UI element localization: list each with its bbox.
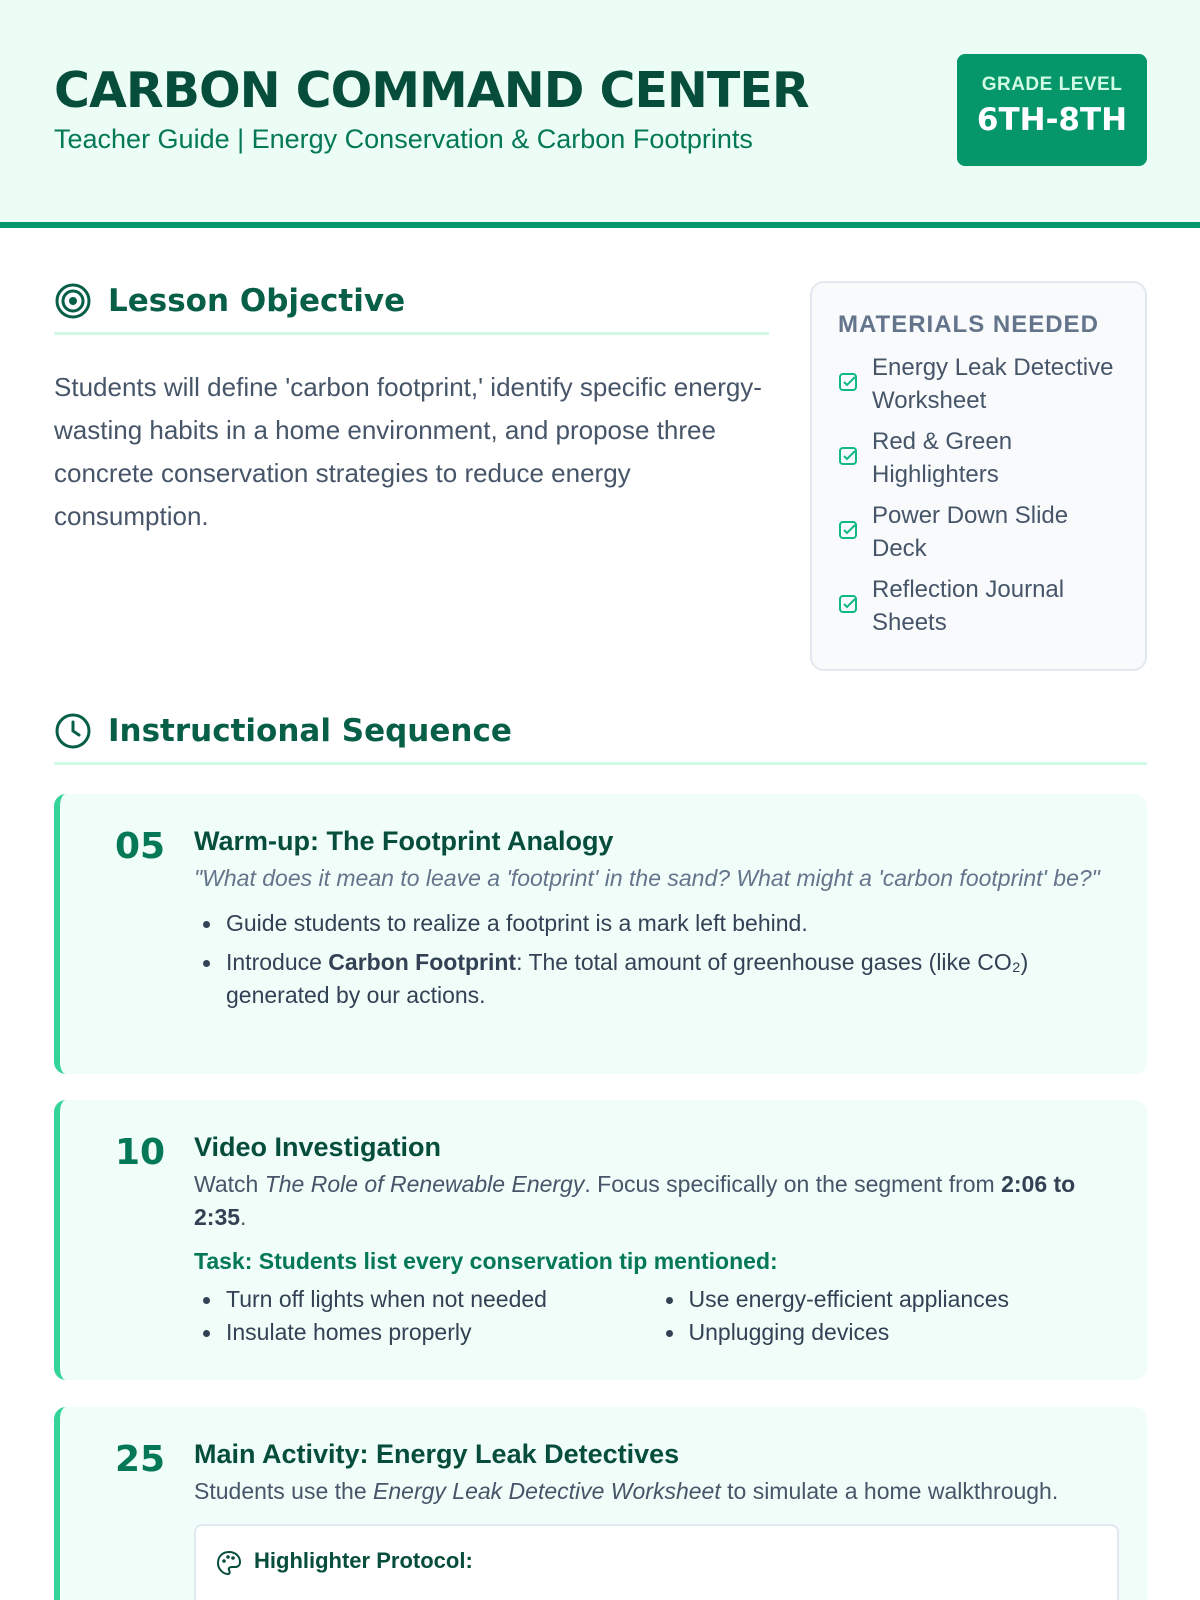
sequence-card-warmup: [54, 794, 1147, 1074]
task-label: Task: Students list every conservation tip mentioned:: [194, 1248, 778, 1274]
sequence-heading: [54, 712, 1147, 765]
sequence-card-main-activity: [54, 1407, 1147, 1600]
materials-item: [838, 573, 1119, 639]
materials-item-label: Power Down Slide Deck: [872, 502, 1069, 562]
grade-level-badge: [957, 54, 1147, 166]
clock-icon: [54, 712, 92, 750]
materials-item: [838, 351, 1119, 417]
protocol-label: Highlighter Protocol:: [254, 1548, 473, 1573]
materials-item: [838, 499, 1119, 565]
card-description: [194, 1475, 1119, 1508]
card-title: Warm-up: The Footprint Analogy: [194, 826, 614, 856]
target-icon: [54, 282, 92, 320]
card-title: Video Investigation: [194, 1132, 442, 1162]
card-description: [194, 1168, 1119, 1234]
materials-panel: [810, 281, 1147, 671]
materials-item: [838, 425, 1119, 491]
worksheet-title: Energy Leak Detective Worksheet: [373, 1478, 721, 1504]
grade-level-value: 6TH-8TH: [976, 102, 1128, 138]
grade-level-label: GRADE LEVEL: [981, 74, 1123, 95]
checkbox-icon: [838, 519, 860, 546]
page-title: CARBON COMMAND CENTER: [54, 62, 809, 119]
objective-heading-text: Lesson Objective: [108, 283, 406, 319]
duration-minutes: 25: [114, 1439, 166, 1480]
page-subtitle: Teacher Guide | Energy Conservation & Carbon Footprints: [54, 124, 753, 154]
list-item: Insulate homes properly: [194, 1316, 657, 1349]
materials-title: MATERIALS NEEDED: [838, 311, 1099, 338]
text-fragment: . Focus specifically on the segment from: [584, 1171, 1002, 1197]
objective-heading: [54, 282, 769, 335]
objective-text: Students will define 'carbon footprint,' identify specific energy-wasting habits in a home environment, and propose three concrete conservation strategies to reduce energy consumption.: [54, 372, 762, 531]
key-term: Carbon Footprint: [328, 949, 517, 975]
page-header: [0, 0, 1200, 228]
list-item: Unplugging devices: [657, 1316, 1120, 1349]
card-quote: "What does it mean to leave a 'footprint' in the sand? What might a 'carbon footprint' be?": [194, 865, 1100, 891]
checkbox-icon: [838, 445, 860, 472]
materials-item-label: Energy Leak Detective Worksheet: [872, 354, 1114, 414]
text-fragment: to simulate a home walkthrough.: [720, 1478, 1059, 1504]
video-title: The Role of Renewable Energy: [264, 1171, 585, 1197]
duration-minutes: 05: [114, 826, 166, 867]
materials-item-label: Red & Green Highlighters: [872, 428, 1013, 488]
materials-item-label: Reflection Journal Sheets: [872, 576, 1065, 636]
list-item: [194, 946, 1119, 1012]
highlighter-protocol-box: [194, 1524, 1119, 1600]
video-segment: 2:06 to 2:35: [194, 1171, 1076, 1230]
sequence-card-video: [54, 1100, 1147, 1380]
list-item: Turn off lights when not needed: [194, 1283, 657, 1316]
card-title: Main Activity: Energy Leak Detectives: [194, 1439, 680, 1469]
sequence-heading-text: Instructional Sequence: [108, 713, 512, 749]
list-item: Use energy-efficient appliances: [657, 1283, 1120, 1316]
list-item: Guide students to realize a footprint is a mark left behind.: [194, 907, 1119, 940]
text-fragment: Students use the: [194, 1478, 374, 1504]
list-item-prefix: Introduce: [226, 949, 329, 975]
checkbox-icon: [838, 371, 860, 398]
list-item-definition: : The total amount of greenhouse gases (like CO₂) generated by our actions.: [226, 949, 1029, 1008]
duration-minutes: 10: [114, 1132, 166, 1173]
text-fragment: .: [240, 1204, 247, 1230]
palette-icon: [216, 1550, 242, 1581]
checkbox-icon: [838, 593, 860, 620]
text-fragment: Watch: [194, 1171, 265, 1197]
tips-list: [194, 1283, 1119, 1349]
